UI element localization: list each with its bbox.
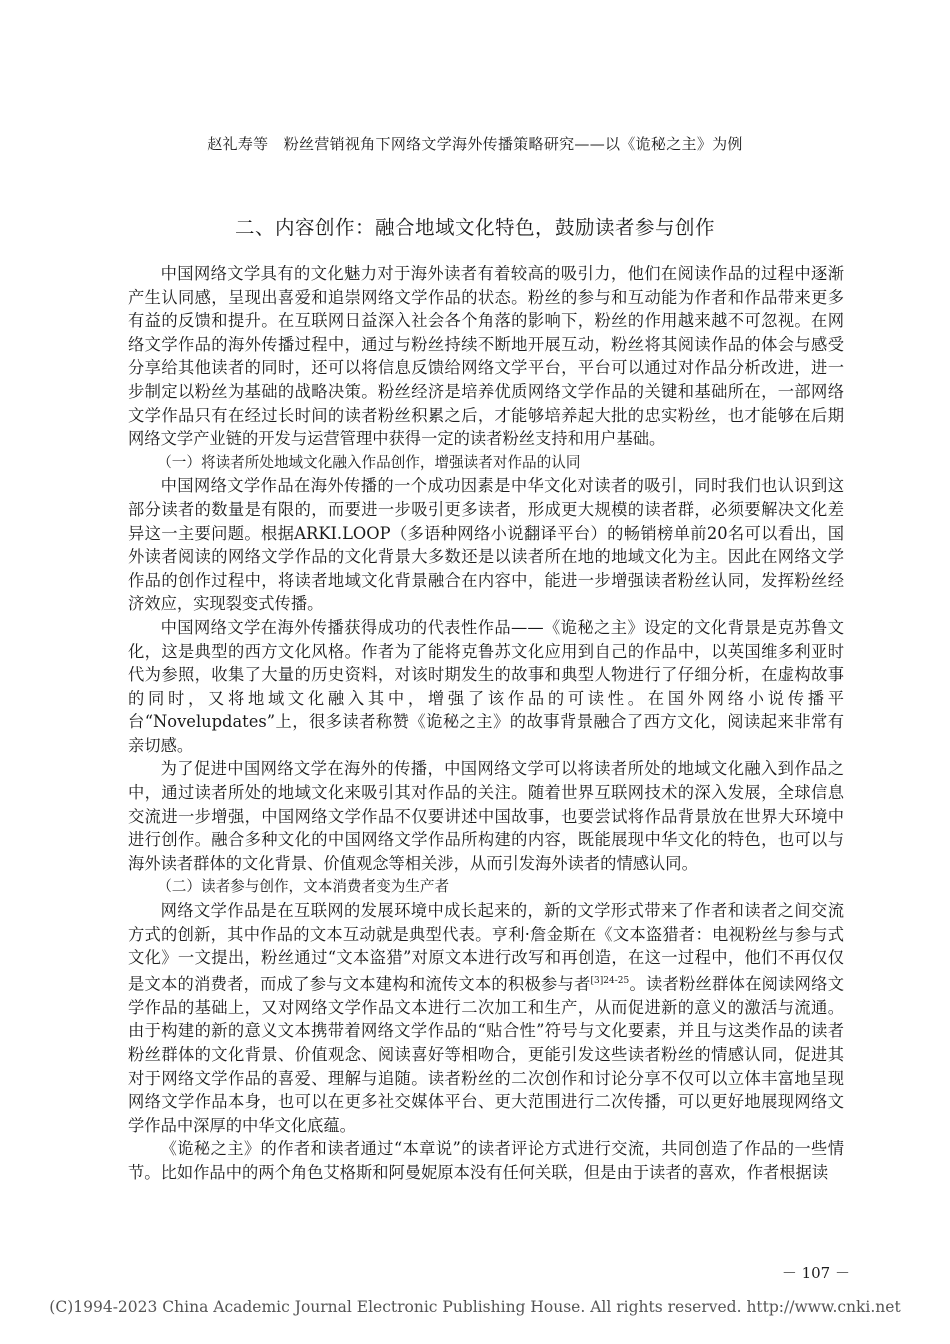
page-number: － 107 － [781, 1264, 850, 1282]
paragraph-text: 网络文学作品是在互联网的发展环境中成长起来的，新的文学形式带来了作者和读者之间交流方式的创新，其中作品的文本互动就是典型代表。亨利·詹金斯在《文本盗猎者：电视粉丝与参与式文化》一文提出，粉丝通过“文本盗猎”对原文本进行改写和再创造，在这一过程中，他们不再仅仅是文本的消费者，而成了参与文本建构和流传文本的积极参与者 [128, 901, 844, 994]
running-head: 赵礼寿等 粉丝营销视角下网络文学海外传播策略研究——以《诡秘之主》为例 [207, 135, 743, 153]
paragraph: 为了促进中国网络文学在海外的传播，中国网络文学可以将读者所处的地域文化融入到作品之中，通过读者所处的地域文化来吸引其对作品的关注。随着世界互联网技术的深入发展，全球信息交流进一步增强，中国网络文学作品不仅要讲述中国故事，也要尝试将作品背景放在世界大环境中进行创作。融合多种文化的中国网络文学作品所构建的内容，既能展现中华文化的特色，也可以与海外读者群体的文化背景、价值观念等相关涉，从而引发海外读者的情感认同。 [128, 759, 844, 873]
paragraph: 《诡秘之主》的作者和读者通过“本章说”的读者评论方式进行交流，共同创造了作品的一些情节。比如作品中的两个角色艾格斯和阿曼妮原本没有任何关联，但是由于读者的喜欢，作者根据读 [128, 1139, 844, 1182]
subsection-heading: （二）读者参与创作，文本消费者变为生产者 [157, 878, 450, 896]
paragraph: 中国网络文学具有的文化魅力对于海外读者有着较高的吸引力，他们在阅读作品的过程中逐渐产生认同感，呈现出喜爱和追崇网络文学作品的状态。粉丝的参与和互动能为作者和作品带来更多有益的反馈和提升。在互联网日益深入社会各个角落的影响下，粉丝的作用越来越不可忽视。在网络文学作品的海外传播过程中，通过与粉丝持续不断地开展互动，粉丝将其阅读作品的体会与感受分享给其他读者的同时，还可以将信息反馈给网络文学平台，平台可以通过对作品分析改进，进一步制定以粉丝为基础的战略决策。粉丝经济是培养优质网络文学作品的关键和基础所在，一部网络文学作品只有在经过长时间的读者粉丝积累之后，才能够培养起大批的忠实粉丝，也才能够在后期网络文学产业链的开发与运营管理中获得一定的读者粉丝支持和用户基础。 [128, 264, 844, 449]
citation-superscript: [3]24-25 [590, 975, 630, 986]
copyright-footer: (C)1994-2023 China Academic Journal Electronic Publishing House. All rights reserved. http://www.cnki.net [49, 1298, 901, 1316]
paragraph-text: 。读者粉丝群体在阅读网络文学作品的基础上，又对网络文学作品文本进行二次加工和生产，从而促进新的意义的激活与流通。由于构建的新的意义文本携带着网络文学作品的“贴合性”符号与文化要素，并且与这类作品的读者粉丝群体的文化背景、价值观念、阅读喜好等相吻合，更能引发这些读者粉丝的情感认同，促进其对于网络文学作品的喜爱、理解与追随。读者粉丝的二次创作和讨论分享不仅可以立体丰富地呈现网络文学作品本身，也可以在更多社交媒体平台、更大范围进行二次传播，可以更好地展现网络文学作品中深厚的中华文化底蕴。 [128, 974, 844, 1135]
section-title: 二、内容创作：融合地域文化特色，鼓励读者参与创作 [234, 216, 715, 239]
article-body [128, 262, 844, 1185]
subsection-heading: （一）将读者所处地域文化融入作品创作，增强读者对作品的认同 [157, 453, 581, 471]
paragraph [128, 899, 844, 1137]
paragraph: 中国网络文学作品在海外传播的一个成功因素是中华文化对读者的吸引，同时我们也认识到这部分读者的数量是有限的，而要进一步吸引更多读者，形成更大规模的读者群，必须要解决文化差异这一主要问题。根据ARKI.LOOP（多语种网络小说翻译平台）的畅销榜单前20名可以看出，国外读者阅读的网络文学作品的文化背景大多数还是以读者所在地的地域文化为主。因此在网络文学作品的创作过程中，将读者地域文化背景融合在内容中，能进一步增强读者粉丝认同，发挥粉丝经济效应，实现裂变式传播。 [128, 476, 844, 614]
paragraph: 中国网络文学在海外传播获得成功的代表性作品——《诡秘之主》设定的文化背景是克苏鲁文化，这是典型的西方文化风格。作者为了能将克鲁苏文化应用到自己的作品中，以英国维多利亚时代为参照，收集了大量的历史资料，对该时期发生的故事和典型人物进行了仔细分析，在虚构故事的同时，又将地域文化融入其中，增强了该作品的可读性。在国外网络小说传播平台“Novelupdates”上，很多读者称赞《诡秘之主》的故事背景融合了西方文化，阅读起来非常有亲切感。 [128, 617, 844, 755]
